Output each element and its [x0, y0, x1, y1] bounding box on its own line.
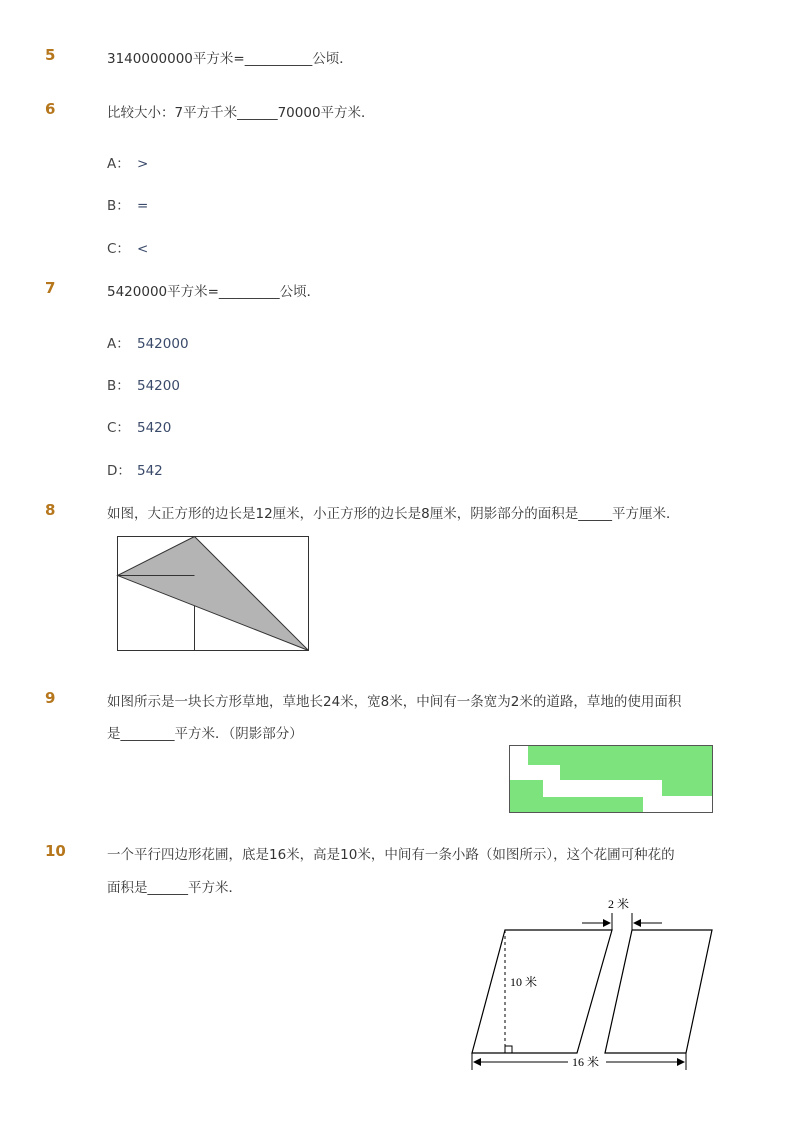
question-9-line-2: 是________平方米．（阴影部分） [107, 726, 303, 742]
option-7b[interactable] [107, 374, 180, 394]
parallelogram-figure [466, 895, 720, 1075]
question-9-line-1: 如图所示是一块长方形草地，草地长24米，宽8米，中间有一条宽为2米的道路，草地的使用面积 [107, 694, 682, 710]
gap-label: 2 米 [608, 897, 630, 911]
option-value: 542 [137, 463, 163, 479]
question-6-text: 比较大小：7平方千米______70000平方米． [107, 105, 375, 121]
option-value: 542000 [137, 336, 189, 352]
height-label: 10 米 [510, 975, 538, 989]
option-7c[interactable] [107, 416, 171, 436]
option-value: 5420 [137, 420, 172, 436]
option-label: B： [107, 198, 130, 214]
question-7-text: 5420000平方米=_________公顷． [107, 284, 321, 300]
option-7d[interactable] [107, 459, 163, 479]
option-value: 54200 [137, 378, 180, 394]
question-10-line-1: 一个平行四边形花圃，底是16米，高是10米，中间有一条小路（如图所示），这个花圃可种花的 [107, 847, 675, 863]
question-number-8: 8 [45, 501, 56, 519]
question-number-10: 10 [45, 842, 66, 860]
option-label: D： [107, 463, 131, 479]
option-label: A： [107, 156, 130, 172]
option-6c[interactable] [107, 237, 148, 257]
question-8-text: 如图，大正方形的边长是12厘米，小正方形的边长是8厘米，阴影部分的面积是_____平方厘米． [107, 506, 680, 522]
question-10-line-2: 面积是______平方米． [107, 880, 242, 896]
option-7a[interactable] [107, 332, 189, 352]
right-parallelogram [605, 930, 712, 1053]
question-number-9: 9 [45, 689, 56, 707]
shaded-triangle [118, 537, 309, 651]
question-number-6: 6 [45, 100, 56, 118]
right-angle-mark [505, 1046, 512, 1053]
question-5-text: 3140000000平方米=__________公顷． [107, 51, 353, 67]
option-label: C： [107, 241, 130, 257]
option-value: < [137, 241, 149, 257]
lawn-figure [508, 744, 714, 816]
option-label: B： [107, 378, 130, 394]
option-value: > [137, 156, 149, 172]
question-number-7: 7 [45, 279, 56, 297]
option-6b[interactable] [107, 194, 148, 214]
question-number-5: 5 [45, 46, 56, 64]
base-label: 16 米 [572, 1055, 600, 1069]
option-6a[interactable] [107, 152, 148, 172]
left-parallelogram [472, 930, 612, 1053]
squares-figure [112, 532, 314, 656]
option-label: C： [107, 420, 130, 436]
option-label: A： [107, 336, 130, 352]
option-value: = [137, 198, 149, 214]
